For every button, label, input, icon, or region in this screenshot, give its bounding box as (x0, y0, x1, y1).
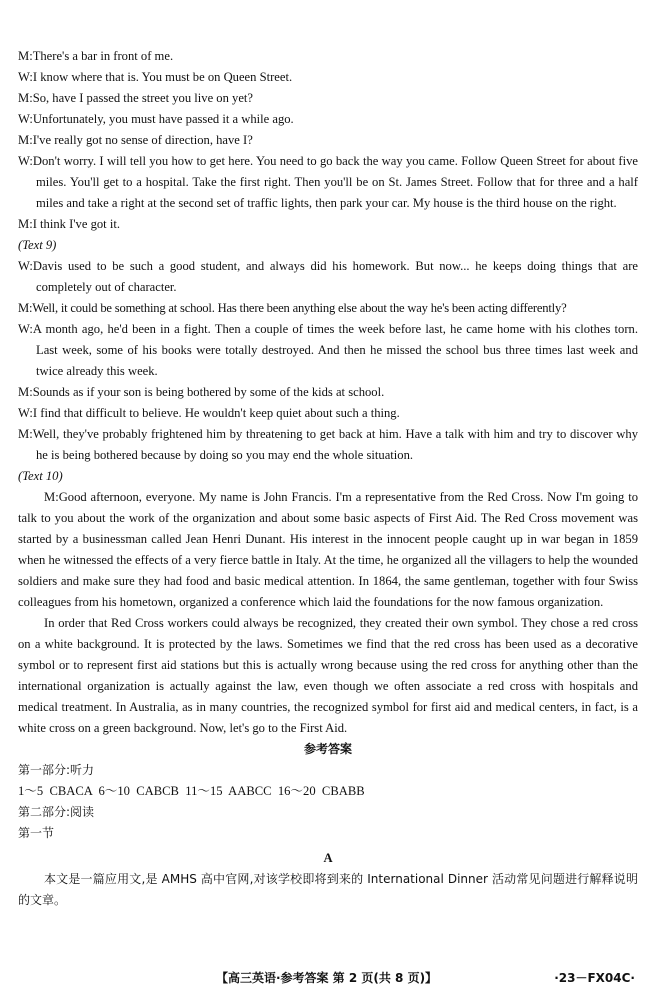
dialogue-line: M:Sounds as if your son is being bothered by some of the kids at school. (18, 385, 385, 399)
answer-key-line: 1～5 CBACA 6～10 CABCB 11～15 AABCC 16～20 CBABB (18, 784, 365, 798)
section1-label: 第一节 (18, 826, 55, 840)
part2-label: 第二部分:阅读 (18, 805, 95, 819)
monologue-paragraph: M:Good afternoon, everyone. My name is John Francis. I'm a representative from the Red Cross. Now I'm going to talk to you about the work of the organization and about some basic aspects of First Aid. The Red Cross movement was started by a businessman called Jean Henri Dunant. His interest in the innocent people caught up in war began in 1859 when he witnessed the effects of a very fierce battle in Italy. At the time, he organized all the villagers to help the wounded soldiers and make sure they had food and basic medical attention. In 1864, the same gentleman, together with four Swiss colleagues from his hometown, organized a conference which laid the foundations for the now famous organization. (18, 490, 638, 609)
dialogue-line: W:A month ago, he'd been in a fight. Then a couple of times the week before last, he came home with his clothes torn. Last week, some of his books were totally destroyed. And then he missed the school bus three times last week and twice already this week. (18, 322, 638, 378)
page-footer (0, 968, 653, 990)
dialogue-line: M:Well, it could be something at school. Has there been anything else about the way he's been acting differently? (18, 301, 567, 315)
dialogue-line: W:Don't worry. I will tell you how to get here. You need to go back the way you came. Follow Queen Street for about five miles. You'll get to a hospital. Take the first right. Then you'll be on St. James Street. Follow that for three and a half miles and take a right at the second set of traffic lights, then park your car. My house is the third house on the right. (18, 154, 638, 210)
answers-title: 参考答案 (303, 742, 352, 756)
part1-label: 第一部分:听力 (18, 763, 95, 777)
dialogue-line: M:There's a bar in front of me. (18, 49, 174, 63)
dialogue-line: M:Well, they've probably frightened him by threatening to get back at him. Have a talk with him and try to discover why he is being bothered because by doing so you may end the whole situation. (18, 427, 638, 462)
dialogue-line: W:I know where that is. You must be on Queen Street. (18, 70, 293, 84)
passage-summary: 本文是一篇应用文,是 AMHS 高中官网,对该学校即将到来的 International Dinner 活动常见问题进行解释说明的文章。 (18, 872, 638, 907)
transcript-content (18, 46, 638, 911)
dialogue-line: W:Davis used to be such a good student, and always did his homework. But now... he keeps doing things that are completely out of character. (18, 259, 638, 294)
monologue-paragraph: In order that Red Cross workers could always be recognized, they created their own symbol. They chose a red cross on a white background. It is protected by the laws. Sometimes we find that the red cross has been used as a decorative symbol or to represent first aid stations but this is actually wrong because using the red cross for anything other than the international organization is actually against the law, even though we often associate a red cross with hospitals and medical treatment. In Australia, as in many countries, the recognized symbol for first aid and medical centers, in fact, is a white cross on a green background. Now, let's go to the First Aid. (18, 616, 638, 735)
dialogue-line: M:So, have I passed the street you live on yet? (18, 91, 254, 105)
text10-label: (Text 10) (18, 469, 63, 483)
passage-letter: A (323, 851, 333, 865)
text9-label: (Text 9) (18, 238, 57, 252)
dialogue-line: M:I think I've got it. (18, 217, 120, 231)
footer-page-info: 【高三英语·参考答案 第 2 页(共 8 页)】 (215, 971, 438, 985)
dialogue-line: W:I find that difficult to believe. He wouldn't keep quiet about such a thing. (18, 406, 400, 420)
dialogue-line: W:Unfortunately, you must have passed it a while ago. (18, 112, 294, 126)
footer-code: ·23－FX04C· (554, 971, 635, 985)
dialogue-line: M:I've really got no sense of direction, have I? (18, 133, 253, 147)
